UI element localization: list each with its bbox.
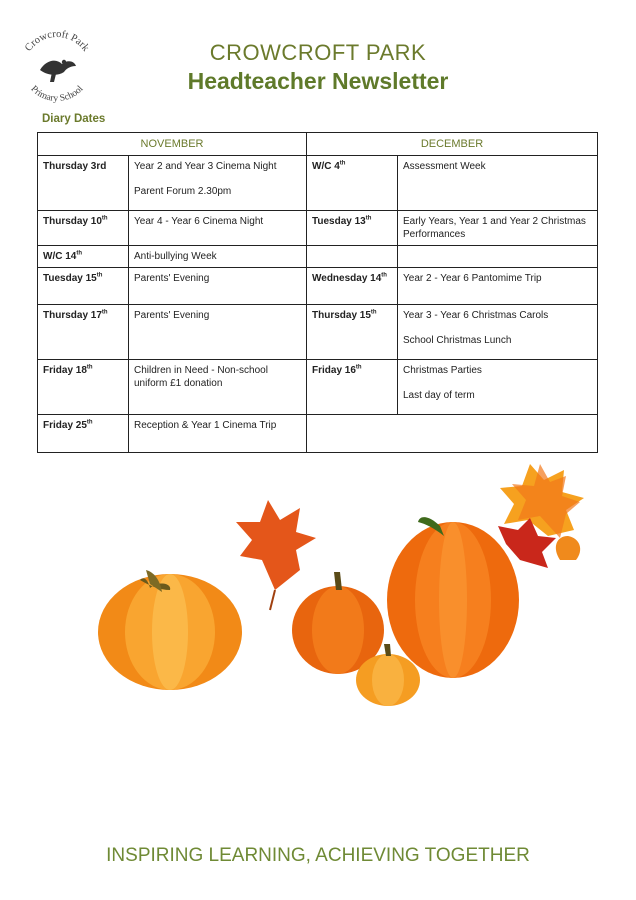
november-date [38,268,129,305]
december-date-text: Wednesday 14 [312,273,382,284]
ordinal-suffix: th [370,309,377,316]
school-logo [12,22,102,112]
november-date-text: Tuesday 15 [43,273,97,284]
november-event [129,305,307,360]
event-text: Year 2 and Year 3 Cinema Night [134,161,277,172]
december-date-text: Friday 16 [312,365,356,376]
autumn-artwork [0,440,636,730]
event-text: Children in Need - Non-school uniform £1 donation [134,365,268,389]
diary-row [38,268,598,305]
november-event [129,211,307,246]
december-event [398,268,598,305]
event-text: Parents' Evening [134,310,210,321]
event-text: Anti-bullying Week [134,251,217,262]
event-text: Last day of term [403,390,475,401]
event-text: School Christmas Lunch [403,335,512,346]
event-text: Christmas Parties [403,365,482,376]
november-event [129,156,307,211]
autumn-leaf-icon [500,464,584,538]
event-text: Year 4 - Year 6 Cinema Night [134,216,264,227]
event-text: Early Years, Year 1 and Year 2 Christmas Performances [403,216,586,240]
november-date-text: Thursday 3rd [43,161,107,172]
november-date [38,360,129,415]
november-header: NOVEMBER [38,133,307,156]
december-date-text: W/C 4 [312,161,340,172]
november-date [38,211,129,246]
event-text: Reception & Year 1 Cinema Trip [134,420,277,431]
december-event [398,305,598,360]
event-text: Year 3 - Year 6 Christmas Carols [403,310,549,321]
logo-text-top: Crowcroft Park [23,28,91,54]
diary-row [38,305,598,360]
pumpkin-icon [387,517,519,678]
autumn-leaf-icon [236,500,316,610]
diary-body [38,156,598,453]
ordinal-suffix: th [355,364,362,371]
ordinal-suffix: th [365,215,372,222]
december-date [307,246,398,268]
november-date-text: Friday 25 [43,420,87,431]
diary-table [37,132,598,453]
december-date [307,211,398,246]
december-header: DECEMBER [307,133,598,156]
ordinal-suffix: th [86,419,93,426]
pumpkin-icon [98,570,242,690]
school-motto: INSPIRING LEARNING, ACHIEVING TOGETHER [106,845,530,866]
event-text: Year 2 - Year 6 Pantomime Trip [403,273,542,284]
november-date-text: W/C 14 [43,251,77,262]
december-date-text: Thursday 15 [312,310,371,321]
november-event [129,360,307,415]
diary-row [38,211,598,246]
diary-row [38,360,598,415]
ordinal-suffix: th [101,309,108,316]
ordinal-suffix: th [76,250,83,257]
diary-header-row [38,133,598,156]
event-text: Parents' Evening [134,273,210,284]
november-date [38,305,129,360]
november-date-text: Friday 18 [43,365,87,376]
ordinal-suffix: th [96,272,103,279]
november-event [129,268,307,305]
logo-text-bottom: Primary School [28,84,86,105]
diary-row [38,156,598,211]
november-date-text: Thursday 17 [43,310,102,321]
ordinal-suffix: th [339,160,346,167]
event-text: Assessment Week [403,161,486,172]
november-date-text: Thursday 10 [43,216,102,227]
ordinal-suffix: th [101,215,108,222]
november-date [38,246,129,268]
diary-dates-heading: Diary Dates [42,113,106,125]
december-event [398,156,598,211]
november-date [38,156,129,211]
event-text: Parent Forum 2.30pm [134,186,232,197]
december-event [398,211,598,246]
newsletter-title: Headteacher Newsletter [187,68,449,94]
december-date [307,305,398,360]
december-event [398,360,598,415]
december-event [398,246,598,268]
december-date [307,156,398,211]
december-date-text: Tuesday 13 [312,216,366,227]
ordinal-suffix: th [381,272,387,279]
diary-row [38,246,598,268]
december-date [307,268,398,305]
december-date [307,360,398,415]
november-event [129,246,307,268]
ordinal-suffix: th [86,364,93,371]
school-name: CROWCROFT PARK [209,40,427,65]
